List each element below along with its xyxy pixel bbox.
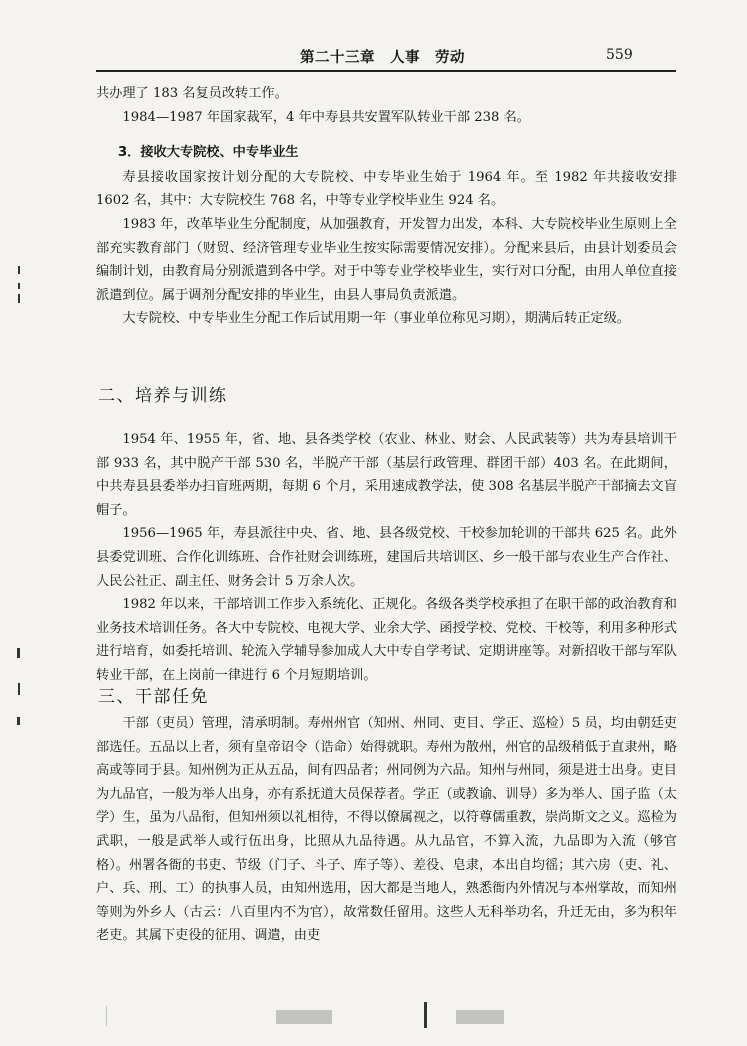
paragraph: 干部（吏员）管理，清承明制。寿州州官（知州、州同、吏目、学正、巡检）5 员，均由朝廷吏部选任。五品以上者，须有皇帝诏令（诰命）始得就职。寿州为散州，州官的品级稍低于直隶州，略高或等同于县。知州例为正从五品，间有四品者；州同例为六品。知州与州同，须是进士出身。吏目为九品官，一般为举人出身，亦有系抚道大员保荐者。学正（或教谕、训导）多为举人、国子监（太学）生，虽为八品衔，但知州须以礼相待，不得以僚属视之，以符尊儒重教，崇尚斯文之义。巡检为武职，一般是武举人或行伍出身，比照从九品待遇。从九品官，不算入流，九品即为入流（够官格）。州署各衙的书吏、节级（门子、斗子、库子等）、差役、皂隶，本出自均徭；其六房（吏、礼、户、兵、刑、工）的执事人员，由知州选用，因大都是当地人，熟悉衙内外情况与本州掌故，而知州等则为外乡人（古云：八百里内不为官），故常数任留用。这些人无科举功名，升迁无由，多为积年老吏。其属下吏役的征用、调遣，由吏 xyxy=(96,716,677,944)
scan-smudge xyxy=(456,1010,504,1024)
page-number: 559 xyxy=(606,47,633,63)
text-block-transfer xyxy=(96,82,677,331)
paragraph: 大专院校、中专毕业生分配工作后试用期一年（事业单位称见习期），期满后转正定级。 xyxy=(122,311,631,327)
scan-mark xyxy=(18,266,20,274)
paragraph: 1982 年以来，干部培训工作步入系统化、正规化。各级各类学校承担了在职干部的政治教育和业务技术培训任务。各大中专院校、电视大学、业余大学、函授学校、党校、干校等，利用多种形式进行培育，如委托培训、轮流入学辅导参加成人大中专自学考试、定期讲座等。对新招收干部与军队转业干部，在上岗前一律进行 6 个月短期培训。 xyxy=(96,597,677,683)
paragraph: 1956—1965 年，寿县派往中央、省、地、县各级党校、干校参加轮训的干部共 625 名。此外县委党训班、合作化训练班、合作社财会训练班，建国后共培训区、乡一般干部与农业生产合作社、人民公社正、副主任、财务会计 5 万余人次。 xyxy=(96,526,677,589)
scan-mark xyxy=(18,294,20,303)
paragraph: 1984—1987 年国家裁军，4 年中寿县共安置军队转业干部 238 名。 xyxy=(122,109,530,125)
scan-mark xyxy=(18,683,20,695)
scan-mark xyxy=(18,283,20,289)
paragraph: 1954 年、1955 年，省、地、县各类学校（农业、林业、财会、人民武装等）共为寿县培训干部 933 名，其中脱产干部 530 名，半脱产干部（基层行政管理、群团干部）403 名。在此期间，中共寿县县委举办扫盲班两期，每期 6 个月，采用速成教学法，使 308 名基层半脱产干部摘去文盲帽子。 xyxy=(96,432,677,518)
scan-mark xyxy=(424,1002,427,1028)
section-heading: 三、干部任免 xyxy=(98,687,209,707)
paragraph: 1983 年，改革毕业生分配制度，从加强教育，开发智力出发，本科、大专院校毕业生原则上全部充实教育部门（财贸、经济管理专业毕业生按实际需要情况安排）。分配来县后，由县计划委员会编制计划，由教育局分别派遣到各中学。对于中等专业学校毕业生，实行对口分配，由用人单位直接派遣到位。属于调剂分配安排的毕业生，由县人事局负责派遣。 xyxy=(96,216,677,303)
paragraph: 共办理了 183 名复员改转工作。 xyxy=(96,86,288,101)
text-block-appointment xyxy=(96,712,677,948)
header-rule xyxy=(96,70,676,72)
running-header-chapter: 第二十三章 人事 劳动 xyxy=(300,50,465,66)
subsection-heading: 3．接收大专院校、中专毕业生 xyxy=(118,145,299,161)
text-block-training xyxy=(96,428,677,688)
scan-smudge xyxy=(276,1010,332,1024)
paragraph: 寿县接收国家按计划分配的大专院校、中专毕业生始于 1964 年。至 1982 年共接收安排 1602 名，其中：大专院校生 768 名，中等专业学校毕业生 924 名。 xyxy=(96,169,677,209)
scan-mark xyxy=(17,648,20,658)
scan-mark xyxy=(17,717,20,725)
scan-mark xyxy=(106,1006,107,1026)
section-heading: 二、培养与训练 xyxy=(98,386,228,406)
